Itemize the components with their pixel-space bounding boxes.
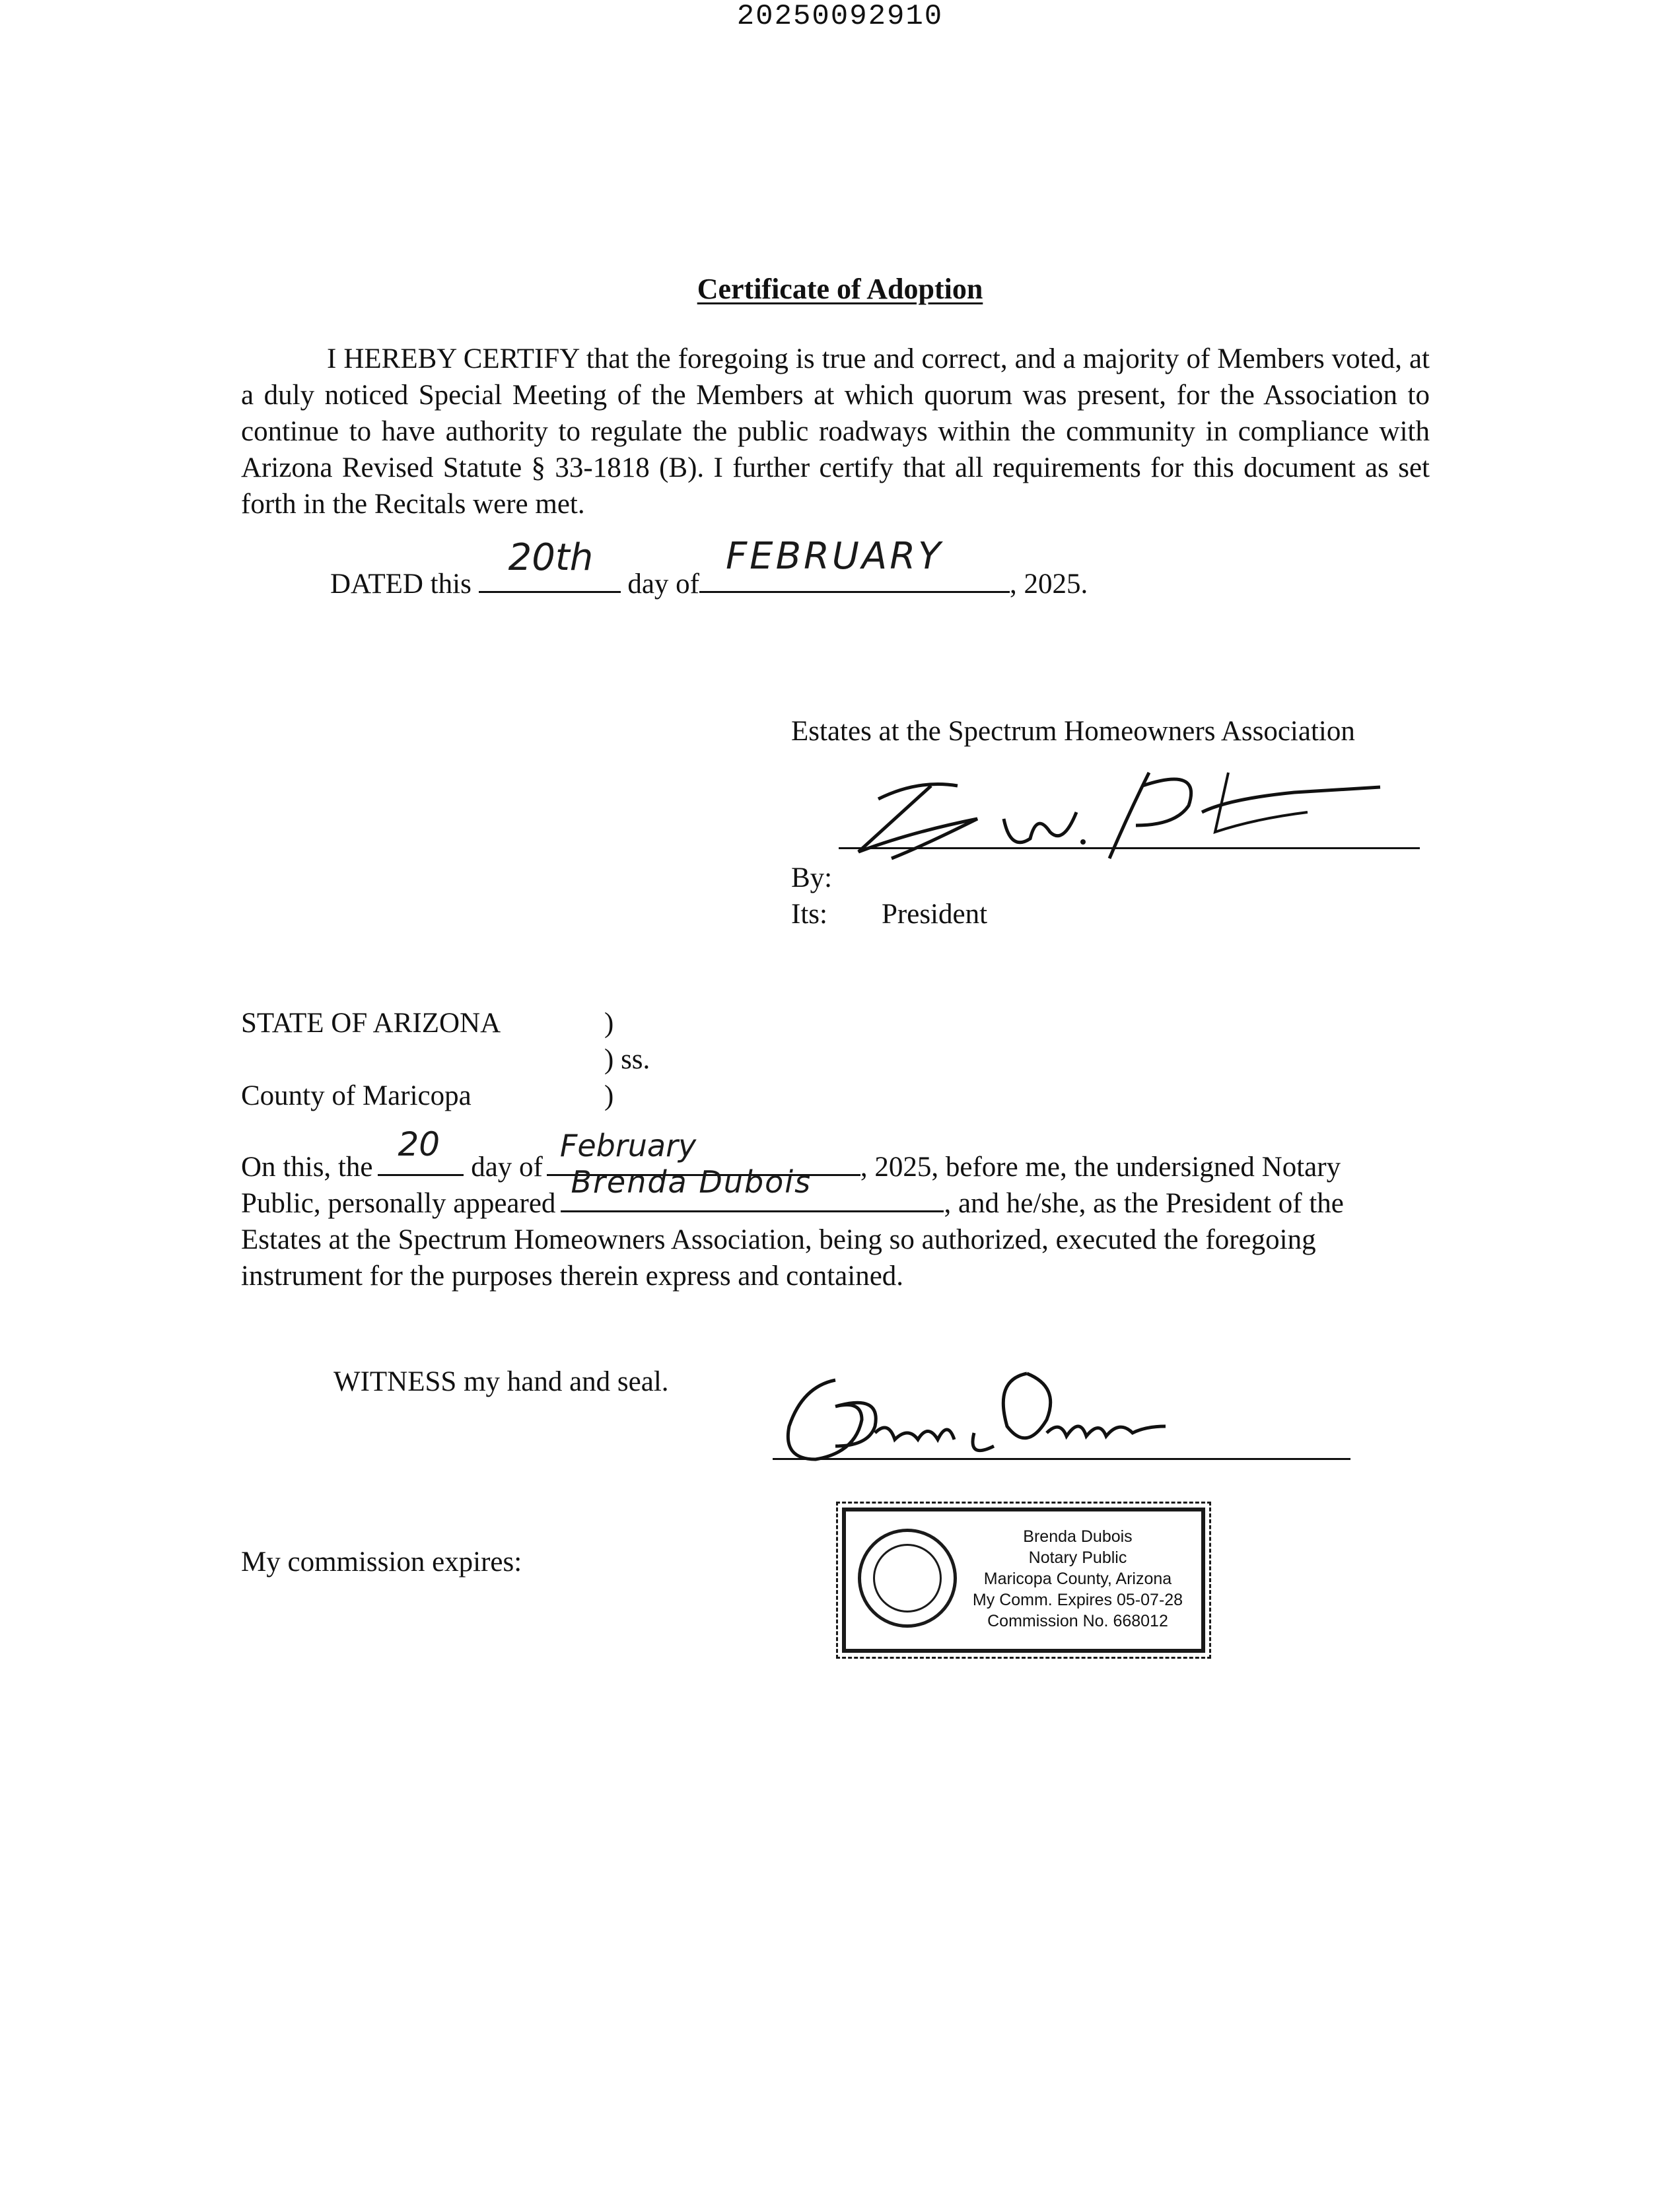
arizona-seal-icon (858, 1529, 957, 1628)
venue-ss: ) ss. (604, 1044, 650, 1075)
dated-prefix: DATED this (330, 569, 472, 600)
notary-day-handwritten: 20 (398, 1125, 440, 1163)
dated-line (330, 535, 1088, 602)
certificate-title-text: Certificate of Adoption (697, 273, 983, 305)
association-name: Estates at the Spectrum Homeowners Association (791, 716, 1355, 747)
notary-line-3: Estates at the Spectrum Homeowners Association, being so authorized, executed the foregoing (241, 1224, 1316, 1255)
notary-line1-prefix: On this, the (241, 1152, 373, 1183)
stamp-county: Maricopa County, Arizona (983, 1570, 1172, 1588)
dated-day-blank (479, 536, 621, 593)
venue-paren-3: ) (604, 1080, 614, 1111)
commission-expires-label: My commission expires: (241, 1546, 522, 1578)
certification-paragraph (241, 341, 1430, 522)
notary-stamp (842, 1508, 1205, 1653)
stamp-expires: My Comm. Expires 05-07-28 (972, 1591, 1183, 1609)
notary-line2-prefix: Public, personally appeared (241, 1188, 556, 1219)
notary-line1-suffix: , 2025, before me, the undersigned Notary (860, 1152, 1341, 1183)
notary-stamp-text (958, 1526, 1197, 1632)
document-number: 20250092910 (736, 0, 944, 33)
notary-month-handwritten: February (559, 1128, 697, 1163)
president-signature (832, 759, 1440, 878)
notary-name-handwritten: Brenda Dubois (571, 1164, 812, 1200)
stamp-name: Brenda Dubois (1023, 1527, 1133, 1546)
notary-day-of: day of (471, 1152, 543, 1183)
stamp-commission-no: Commission No. 668012 (987, 1612, 1168, 1630)
notary-day-blank (378, 1125, 464, 1176)
signature-line (839, 847, 1420, 849)
dated-mid: day of (627, 569, 699, 600)
its-label: Its: (791, 899, 827, 930)
notary-signature (776, 1347, 1205, 1473)
dated-month-blank (699, 535, 1010, 593)
by-label: By: (791, 862, 833, 893)
stamp-title: Notary Public (1028, 1548, 1127, 1567)
venue-county: County of Maricopa (241, 1080, 472, 1111)
witness-text: WITNESS my hand and seal. (333, 1366, 669, 1397)
notary-line-4: instrument for the purposes therein express and contained. (241, 1261, 904, 1292)
venue-state: STATE OF ARIZONA (241, 1008, 501, 1039)
notary-line2-suffix: , and he/she, as the President of the (944, 1188, 1344, 1219)
dated-day-handwritten: 20th (508, 536, 594, 579)
certification-text: I HEREBY CERTIFY that the foregoing is true and correct, and a majority of Members voted, at a duly noticed Special Meeting of the Members at which quorum was present, for the Association to continue to have authority to regulate the public roadways within the community in compliance with Arizona Revised Statute § 33-1818 (B). I further certify that all requirements for this document as set forth in the Recitals were met. (241, 343, 1430, 520)
its-value: President (882, 899, 988, 930)
certificate-title (0, 272, 1680, 306)
venue-paren-1: ) (604, 1008, 614, 1039)
notary-signature-line (773, 1458, 1350, 1460)
dated-month-handwritten: FEBRUARY (725, 535, 944, 578)
dated-suffix: , 2025. (1009, 569, 1088, 600)
notary-name-blank (561, 1164, 944, 1212)
